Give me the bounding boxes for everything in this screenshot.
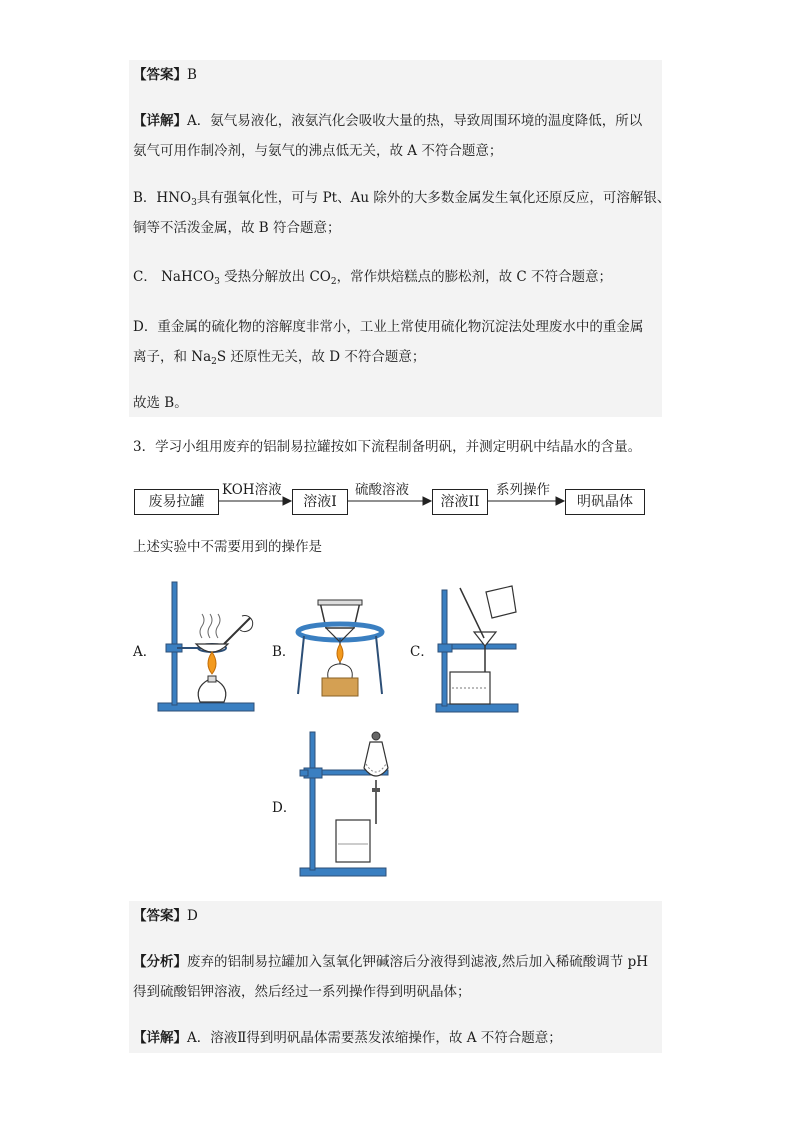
tripod-leg-left: [298, 636, 304, 694]
choose-line: 故选 B。: [133, 395, 188, 411]
lamp-b-base: [322, 678, 358, 696]
b-post: 具有强氧化性，可与 Pt、Au 除外的大多数金属发生氧化还原反应，可溶解银、: [196, 190, 671, 206]
detail-d-line1: D．重金属的硫化物的溶解度非常小，工业上常使用硫化物沉淀法处理废水中的重金属: [133, 319, 644, 335]
triangle-ring: [298, 624, 382, 640]
c-mid: 受热分解放出 CO: [219, 269, 331, 285]
flow-box-cans: 废易拉罐: [134, 489, 219, 515]
analysis-tag: 【分析】: [133, 954, 187, 970]
analysis-line2: 得到硫酸铝钾溶液，然后经过一系列操作得到明矾晶体；: [133, 984, 471, 1000]
answer-tag: 【答案】: [133, 67, 187, 83]
question-prompt: 上述实验中不需要用到的操作是: [133, 539, 322, 555]
option-c-label: C．: [410, 644, 434, 660]
answer2-line: [133, 907, 198, 925]
apparatus-separatory-funnel: [296, 728, 400, 880]
option-d-label: D．: [272, 800, 297, 816]
lamp-neck: [208, 676, 216, 682]
answer2-value: D: [187, 908, 198, 924]
glass-rod-c: [460, 588, 484, 638]
apparatus-filtration: [432, 584, 524, 714]
c-sub1: 3: [214, 277, 220, 287]
detail-a-line2: 氨气可用作制冷剂，与氨气的沸点低无关，故 A 不符合题意；: [133, 143, 503, 159]
flame-b: [337, 644, 343, 662]
flame: [208, 652, 216, 674]
analysis-text1: 废弃的铝制易拉罐加入氢氧化钾碱溶后分液得到滤液,然后加入稀硫酸调节 pH: [187, 954, 648, 970]
apparatus-evaporation: [150, 578, 260, 718]
option-b-label: B．: [272, 644, 296, 660]
b-pre: B．HNO: [133, 190, 192, 206]
d-pre: 离子，和 Na: [133, 349, 212, 365]
answer2-tag: 【答案】: [133, 908, 187, 924]
apparatus-tripod-funnel: [292, 598, 388, 700]
tripod-leg-right: [376, 636, 382, 694]
flow-arrowhead-1: [283, 497, 291, 505]
detail2-tag: 【详解】: [133, 1030, 187, 1046]
steam: [200, 614, 220, 638]
clamp-c: [438, 644, 452, 652]
c-pre: C． NaHCO: [133, 269, 215, 285]
pouring-beaker: [486, 586, 516, 618]
funnel-rim: [318, 600, 362, 605]
detail2-line: [133, 1029, 562, 1047]
stand-base-c: [436, 704, 518, 712]
flow-label-koh: KOH溶液: [222, 482, 282, 498]
flow-box-alum: 明矾晶体: [565, 489, 645, 515]
clamp-screw-d: [300, 770, 308, 776]
flow-box-solution2: 溶液II: [432, 489, 488, 515]
detail-tag: 【详解】: [133, 113, 187, 129]
lamp-b-top: [328, 664, 353, 678]
flow-arrowhead-3: [556, 497, 564, 505]
d-post: S 还原性无关，故 D 不符合题意；: [216, 349, 426, 365]
question-stem: 3．学习小组用废弃的铝制易拉罐按如下流程制备明矾，并测定明矾中结晶水的含量。: [133, 439, 642, 455]
detail2-text: A．溶液Ⅱ得到明矾晶体需要蒸发浓缩操作，故 A 不符合题意；: [187, 1030, 562, 1046]
flow-box-solution1: 溶液I: [292, 489, 348, 515]
flow-arrowhead-2: [423, 497, 431, 505]
detail-b-line2: 铜等不活泼金属，故 B 符合题意；: [133, 220, 341, 236]
analysis-line1: [133, 953, 648, 971]
beaker-d: [336, 820, 370, 862]
stand-rod-d: [310, 732, 315, 870]
c-sub2: 2: [330, 277, 337, 287]
stopper: [372, 732, 380, 740]
detail-a-text: A．氨气易液化，液氨汽化会吸收大量的热，导致周围环境的温度降低，所以: [187, 113, 643, 129]
flow-label-operations: 系列操作: [496, 482, 550, 498]
alcohol-lamp: [198, 680, 226, 702]
answer-value: B: [187, 67, 197, 83]
stir-arrow: [240, 616, 253, 632]
b-sub: 3: [191, 198, 197, 208]
option-a-label: A．: [133, 644, 157, 660]
d-sub: 2: [211, 357, 217, 367]
stopcock: [372, 788, 380, 792]
c-post: ，常作烘焙糕点的膨松剂，故 C 不符合题意；: [336, 269, 613, 285]
flow-label-h2so4: 硫酸溶液: [355, 482, 409, 498]
separatory-funnel-body: [364, 742, 388, 776]
